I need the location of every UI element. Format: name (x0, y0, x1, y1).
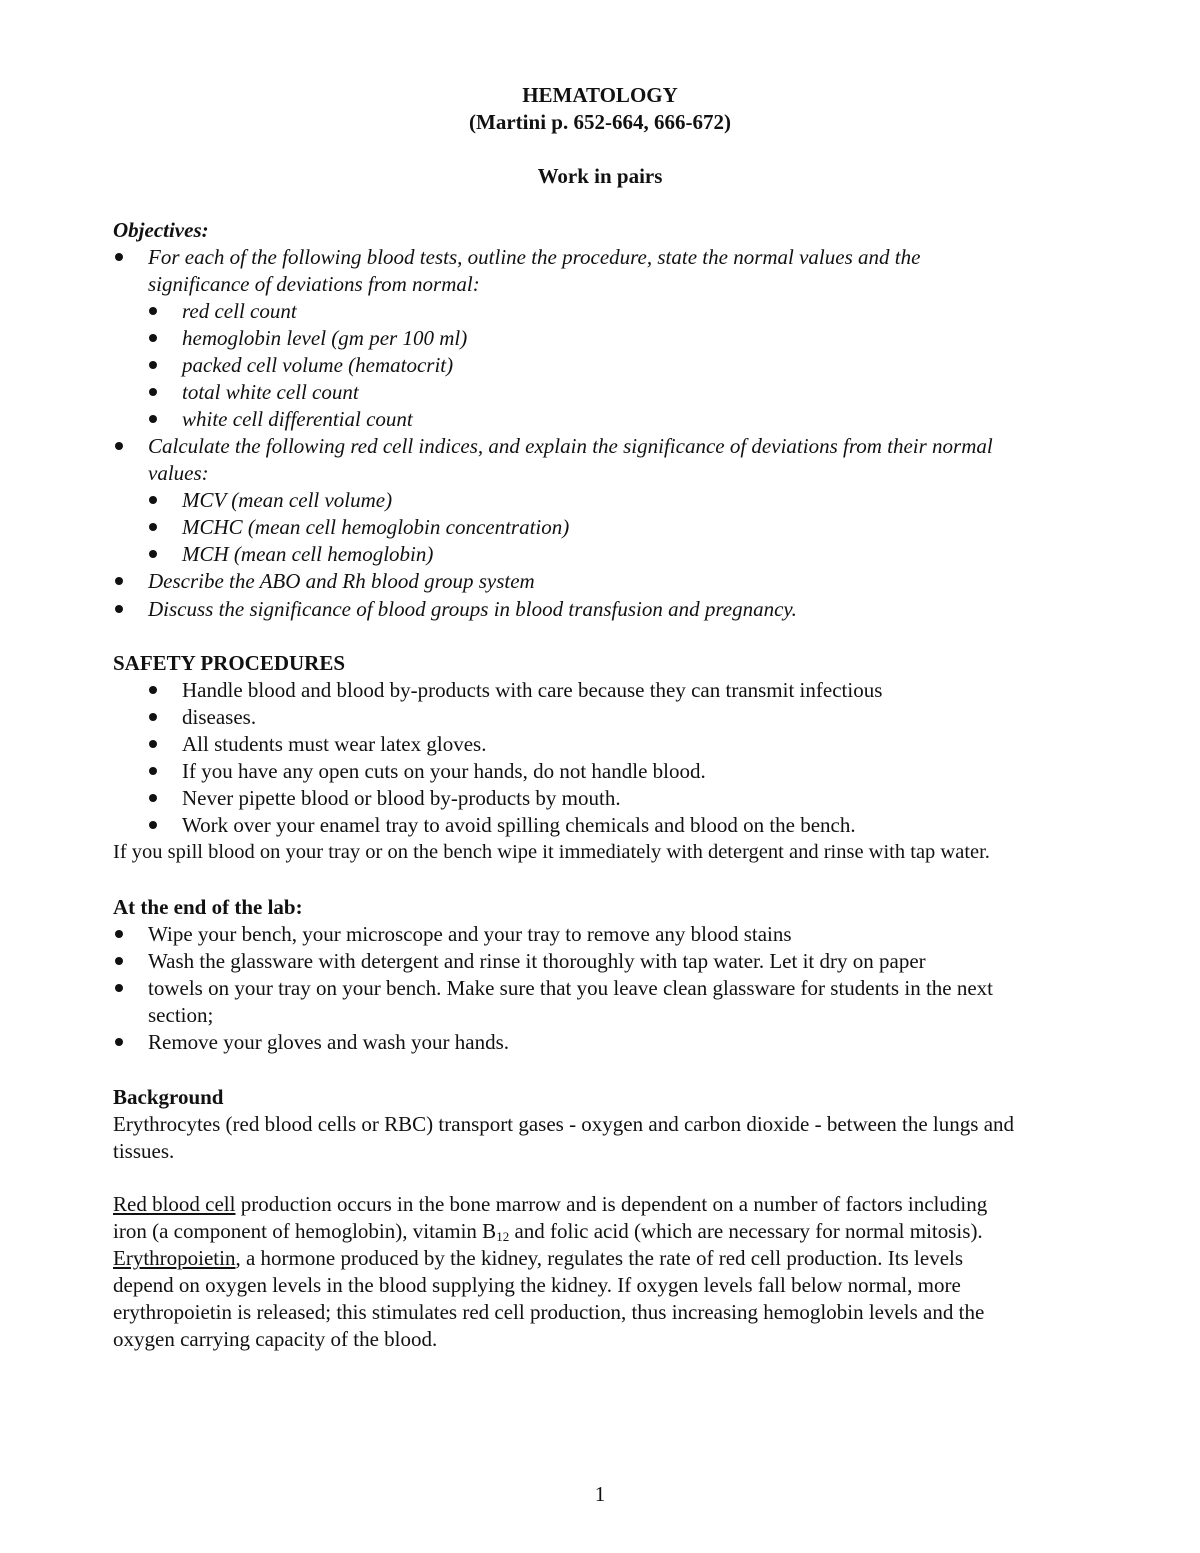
end-of-lab-item: Wash the glassware with detergent and rinse it thoroughly with tap water. Let it dry on paper (148, 949, 926, 973)
bullet-icon (147, 765, 159, 777)
bullet-icon (113, 928, 125, 940)
document-title: HEMATOLOGY (522, 83, 678, 107)
safety-item: Never pipette blood or blood by-products by mouth. (182, 786, 621, 810)
bullet-icon (147, 386, 159, 398)
term-erythropoietin: Erythropoietin (113, 1246, 236, 1270)
safety-note: If you spill blood on your tray or on the bench wipe it immediately with detergent and rinse with tap water. (113, 841, 990, 863)
bullet-icon (147, 548, 159, 560)
text-run: , a hormone produced by the kidney, regulates the rate of red cell production. Its levels (235, 1246, 964, 1270)
bullet-icon (147, 819, 159, 831)
bullet-icon (147, 413, 159, 425)
objective-item-1-cont: significance of deviations from normal: (148, 272, 480, 296)
objectives-heading: Objectives: (113, 218, 209, 242)
safety-item: Work over your enamel tray to avoid spilling chemicals and blood on the bench. (182, 813, 856, 837)
bullet-icon (147, 738, 159, 750)
background-paragraph-line (113, 1218, 983, 1245)
page-number: 1 (594, 1482, 606, 1506)
objective-item-4: Discuss the significance of blood groups in blood transfusion and pregnancy. (148, 597, 797, 621)
test-item: packed cell volume (hematocrit) (182, 353, 454, 377)
bullet-icon (147, 359, 159, 371)
bullet-icon (147, 711, 159, 723)
end-of-lab-item: towels on your tray on your bench. Make sure that you leave clean glassware for students in the next (148, 976, 994, 1000)
safety-item: All students must wear latex gloves. (182, 732, 487, 756)
bullet-icon (147, 332, 159, 344)
background-paragraph-line: Erythrocytes (red blood cells or RBC) transport gases - oxygen and carbon dioxide - between the lungs and (113, 1112, 1015, 1136)
bullet-icon (147, 792, 159, 804)
objective-item-2: Calculate the following red cell indices, and explain the significance of deviations from their normal (148, 434, 993, 458)
subscript: 12 (496, 1229, 510, 1244)
term-red-blood-cell: Red blood cell (113, 1192, 236, 1216)
objective-item-1: For each of the following blood tests, outline the procedure, state the normal values and the (148, 245, 921, 269)
test-item: white cell differential count (182, 407, 413, 431)
bullet-icon (113, 251, 125, 263)
background-paragraph-line: oxygen carrying capacity of the blood. (113, 1327, 438, 1351)
objective-item-2-cont: values: (148, 461, 209, 485)
index-item: MCV (mean cell volume) (182, 488, 393, 512)
document-subtitle: Work in pairs (537, 164, 663, 188)
test-item: hemoglobin level (gm per 100 ml) (182, 326, 468, 350)
safety-item: Handle blood and blood by-products with care because they can transmit infectious (182, 678, 883, 702)
index-item: MCHC (mean cell hemoglobin concentration) (182, 515, 570, 539)
bullet-icon (147, 494, 159, 506)
background-paragraph-line (113, 1191, 987, 1218)
safety-item: If you have any open cuts on your hands, do not handle blood. (182, 759, 706, 783)
end-of-lab-item-cont: section; (148, 1003, 214, 1027)
objective-item-3: Describe the ABO and Rh blood group system (148, 569, 535, 593)
end-of-lab-item: Remove your gloves and wash your hands. (148, 1030, 510, 1054)
end-of-lab-heading: At the end of the lab: (113, 895, 303, 919)
background-paragraph-line (113, 1245, 963, 1272)
bullet-icon (147, 684, 159, 696)
document-reference: (Martini p. 652-664, 666-672) (469, 110, 731, 134)
bullet-icon (113, 1036, 125, 1048)
test-item: red cell count (182, 299, 297, 323)
safety-item: diseases. (182, 705, 257, 729)
bullet-icon (113, 575, 125, 587)
bullet-icon (147, 521, 159, 533)
bullet-icon (113, 603, 125, 615)
index-item: MCH (mean cell hemoglobin) (182, 542, 434, 566)
background-paragraph-line: erythropoietin is released; this stimulates red cell production, thus increasing hemoglobin levels and the (113, 1300, 985, 1324)
background-paragraph-line: depend on oxygen levels in the blood supplying the kidney. If oxygen levels fall below normal, more (113, 1273, 961, 1297)
test-item: total white cell count (182, 380, 359, 404)
text-run: production occurs in the bone marrow and is dependent on a number of factors including (235, 1192, 988, 1216)
bullet-icon (113, 440, 125, 452)
bullet-icon (113, 955, 125, 967)
text-run: and folic acid (which are necessary for normal mitosis). (509, 1219, 983, 1243)
safety-heading: SAFETY PROCEDURES (113, 651, 346, 675)
background-paragraph-line: tissues. (113, 1139, 175, 1163)
text-run: iron (a component of hemoglobin), vitamin B (113, 1219, 497, 1243)
end-of-lab-item: Wipe your bench, your microscope and your tray to remove any blood stains (148, 922, 792, 946)
background-heading: Background (113, 1085, 224, 1109)
bullet-icon (113, 982, 125, 994)
bullet-icon (147, 305, 159, 317)
